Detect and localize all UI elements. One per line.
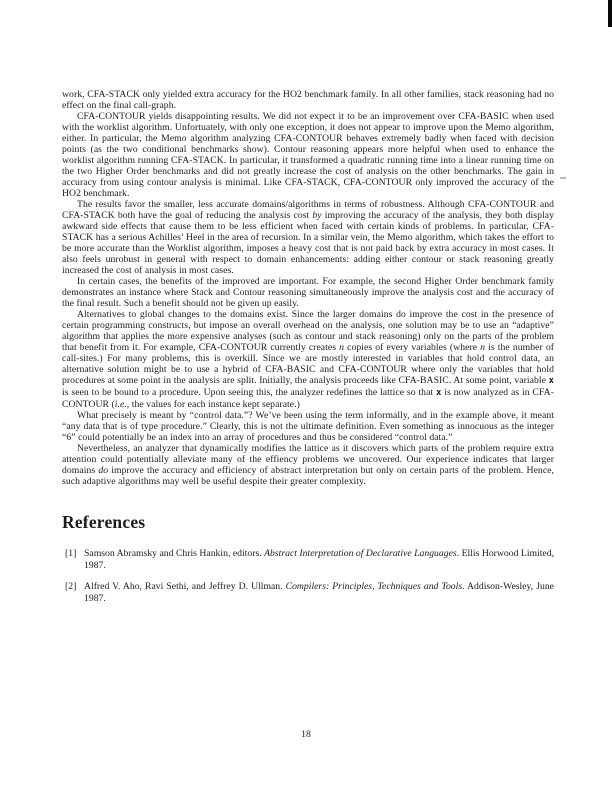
text-run: x: [436, 388, 442, 398]
scan-artifact-corner-mark: [608, 0, 612, 27]
text-run: . Ellis Horwood Limited, 1987.: [84, 548, 554, 571]
paragraph: [62, 111, 554, 199]
paragraph: [62, 89, 554, 111]
text-run: work, CFA-STACK only yielded extra accuracy for the HO2 benchmark family. In all other families, stack reasoning had no effect on the final call-graph.: [62, 89, 554, 111]
reference-item: [62, 581, 554, 605]
reference-label: [2]: [65, 581, 77, 592]
paragraph: [62, 276, 554, 309]
text-run: x: [548, 376, 554, 386]
text-run: . Addison-Wesley, June 1987.: [84, 581, 554, 604]
reference-item: [62, 548, 554, 572]
references-list: [62, 548, 554, 605]
text-run: n: [480, 342, 486, 353]
text-run: Nevertheless, an analyzer that dynamically modifies the lattice as it discovers which parts of the problem require extra attention could potentially alleviate many of the effiency problems we uncovered. Our experience indicates that larger domains: [62, 443, 554, 476]
text-run: Compilers: Principles, Techniques and Tools: [285, 581, 463, 592]
text-run: is now analyzed as in CFA-CONTOUR (: [62, 387, 554, 410]
text-run: What precisely is meant by “control data.”? We’ve been using the term informally, and in the example above, it meant “any data that is of type procedure.” Clearly, this is not the ultimate definition. Even something as innocuous as the integer “6” could potentially be an index into an array of procedures and thus be considered “control data.”: [62, 410, 554, 443]
text-run: do: [98, 465, 109, 476]
reference-label: [1]: [65, 548, 77, 559]
paragraph: [62, 410, 554, 443]
text-run: Samson Abramsky and Chris Hankin, editors.: [84, 548, 265, 559]
paragraph: [62, 199, 554, 276]
body-paragraphs: [62, 89, 554, 487]
text-run: CFA-CONTOUR yields disappointing results. We did not expect it to be an improvement over CFA-BASIC when used with the worklist algorithm. Unfortuately, with only one exception, it does not appear to improve upon the Memo algorithm, either. In particular, the Memo algorithm analyzing CFA-CONTOUR behaves extremely badly when faced with decision points (as the two conditional benchmarks show). Contour reasoning appears more helpful when used to enhance the worklist algorithm running CFA-STACK. In particular, it transformed a quadratic running time into a linear running time on the two Higher Order benchmarks and did not greatly increase the cost of analysis on the other benchmarks. The gain in accuracy from using contour analysis is minimal. Like CFA-STACK, CFA-CONTOUR only improved the accuracy of the HO2 benchmark.: [62, 111, 554, 199]
text-run: In certain cases, the benefits of the improved are important. For example, the second Higher Order benchmark family demonstrates an instance where Stack and Contour reasoning simultaneously improve the analysis cost and the accuracy of the final result. Such a benefit should not be given up easily.: [62, 276, 554, 309]
text-run: is seen to be bound to a procedure. Upon seeing this, the analyzer redefines the lattice so that: [62, 387, 436, 398]
text-run: n: [339, 342, 345, 353]
text-run: Alfred V. Aho, Ravi Sethi, and Jeffrey D. Ullman.: [84, 581, 286, 592]
paragraph: [62, 443, 554, 487]
references-heading: References: [62, 512, 146, 532]
text-run: copies of every variables (where: [344, 342, 481, 353]
paragraph: [62, 309, 554, 410]
text-run: Alternatives to global changes to the domains exist. Since the larger domains do improve the cost in the presence of certain programming constructs, but impose an overall overhead on the analysis, one solution may be to use an “adaptive” algorithm that applies the more expensive analyses (such as contour and stack reasoning) only on the parts of the problem that benefit from it. For example, CFA-CONTOUR currently creates: [62, 309, 554, 353]
text-run: , the values for each instance kept separate.): [126, 399, 300, 410]
text-run: Abstract Interpretation of Declarative Languages: [264, 548, 457, 559]
scan-artifact-margin-dash: [560, 177, 566, 179]
text-run: The results favor the smaller, less accurate domains/algorithms in terms of robustness. Although CFA-CONTOUR and CFA-STACK both have the goal of reducing the analysis cost: [62, 199, 554, 221]
page-content: [62, 89, 554, 614]
text-run: i.e.: [114, 399, 127, 410]
page-number: 18: [301, 729, 311, 740]
text-run: improving the accuracy of the analysis, they both display awkward side effects that cause them to be less efficient when faced with certain kinds of problems. In particular, CFA-STACK has a serious Achilles’ Heel in the area of recursion. In a similar vein, the Memo algorithm, which takes the effort to be more accurate than the Worklist algorithm, imposes a heavy cost that is not paid back by extra accuracy in most cases. It also feels unrobust in general with respect to domain enhancements: adding either contour or stack reasoning greatly increased the cost of analysis in most cases.: [62, 210, 554, 276]
text-run: improve the accuracy and efficiency of abstract interpretation but only on certain parts of the problem. Hence, such adaptive algorithms may well be useful despite their greater complexity.: [62, 465, 554, 487]
text-run: is the number of call-sites.) For many problems, this is overkill. Since we are mostly interested in variables that hold control data, an alternative solution might be to use a hybrid of CFA-BASIC and CFA-CONTOUR where only the variables that hold procedures at some point in the analysis are split. Initially, the analysis proceeds like CFA-BASIC. At some point, variable: [62, 342, 555, 386]
text-run: by: [312, 210, 322, 221]
